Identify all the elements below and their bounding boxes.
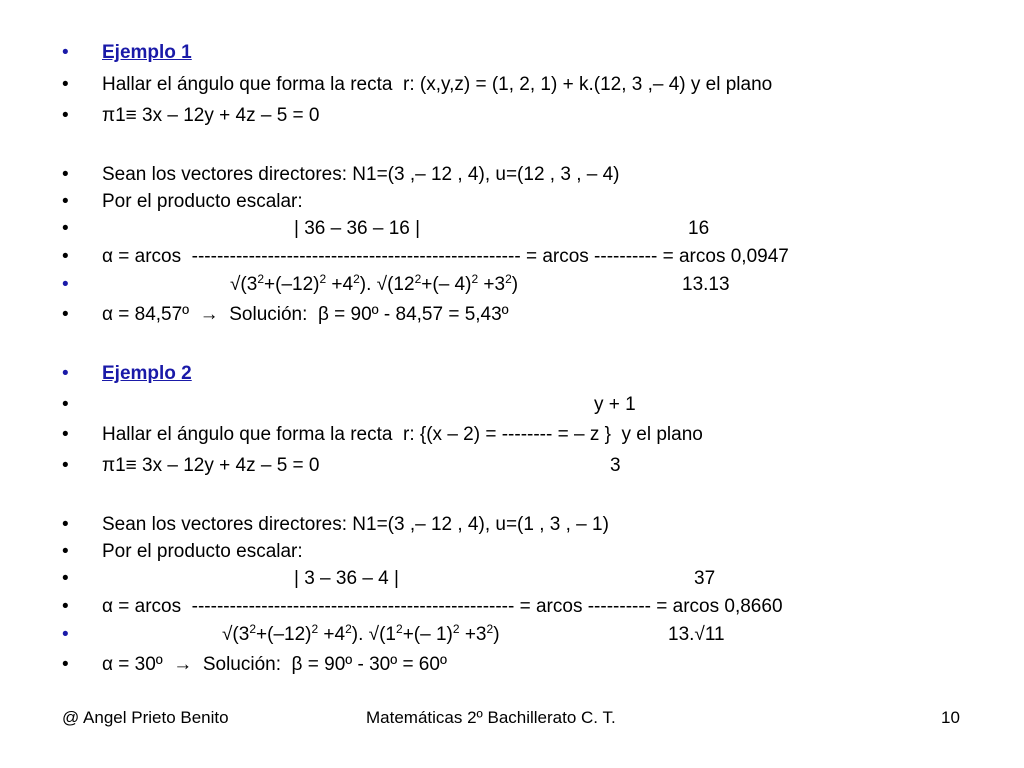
example1-alpha-line: [0, 243, 1024, 271]
example2-solution-line: [0, 651, 1024, 679]
footer-page-number: 10: [941, 708, 960, 727]
example2-vectors: Sean los vectores directores: N1=(3 ,– 12 , 4), u=(1 , 3 , – 1): [102, 514, 609, 535]
bullet: •: [62, 455, 69, 476]
example1-scalar-label: Por el producto escalar:: [102, 191, 303, 212]
example1-solution: α = 84,57º → Solución: β = 90º - 84,57 = 5,43º: [102, 304, 509, 325]
example1-vectors-line: [0, 161, 1024, 189]
example2-heading-line: [0, 360, 1024, 388]
example2-plane-line: [0, 452, 1024, 480]
bullet: •: [62, 191, 69, 212]
example2-denominator: $√(3^2+(-12)^2 +4^2)$. $√(1^2+(-$ $1)^2 +3^2$): [222, 622, 500, 645]
example1-numerator-value: 16: [688, 218, 710, 239]
bullet: •: [62, 164, 69, 185]
example1-statement-line: [0, 71, 1024, 99]
example2-solution: α = 30º → Solución: β = 90º - 30º = 60º: [102, 654, 447, 675]
example1-denominator-line: [0, 271, 1024, 299]
example2-statement: Hallar el ángulo que forma la recta r: {(x – 2) = -------- = – z } y el plano: [102, 424, 703, 445]
example1-heading: Ejemplo 1: [102, 42, 192, 63]
bullet: •: [62, 514, 69, 535]
example1-plane-line: [0, 102, 1024, 130]
bullet: •: [62, 74, 69, 95]
bullet: •: [62, 246, 69, 267]
example2-fraction-numerator-line: [0, 391, 1024, 419]
example1-numerator: | 36 – 36 – 16 |: [294, 218, 421, 239]
bullet: •: [62, 424, 69, 445]
example1-solution-line: [0, 301, 1024, 329]
example2-alpha-line: [0, 593, 1024, 621]
example2-fraction-numerator: y + 1: [594, 394, 636, 415]
bullet: •: [62, 105, 69, 126]
example2-plane: π1≡ 3x – 12y + 4z – 5 = 0: [102, 455, 320, 476]
example2-denominator-line: [0, 621, 1024, 649]
example2-vectors-line: [0, 511, 1024, 539]
bullet: •: [62, 394, 69, 415]
example1-numerator-line: [0, 215, 1024, 243]
bullet: •: [62, 596, 69, 617]
bullet: •: [62, 541, 69, 562]
example2-scalar-line: [0, 538, 1024, 566]
bullet: •: [62, 568, 69, 589]
example2-heading: Ejemplo 2: [102, 363, 192, 384]
bullet: •: [62, 304, 69, 325]
example1-heading-line: [0, 39, 1024, 67]
bullet: •: [62, 274, 69, 295]
footer-author: @ Angel Prieto Benito: [62, 708, 229, 727]
bullet: •: [62, 624, 69, 645]
example2-statement-line: [0, 421, 1024, 449]
example2-alpha-formula: α = arcos --------------------------------------------------- = arcos ---------- = arcos 0,8660: [102, 596, 783, 617]
example2-denominator-value: 13.√11: [668, 624, 725, 645]
footer-course: Matemáticas 2º Bachillerato C. T.: [366, 708, 616, 727]
bullet: •: [62, 42, 69, 63]
example1-statement: Hallar el ángulo que forma la recta r: (x,y,z) = (1, 2, 1) + k.(12, 3 ,– 4) y el plano: [102, 74, 773, 95]
example2-numerator: | 3 – 36 – 4 |: [294, 568, 399, 589]
bullet: •: [62, 363, 69, 384]
example1-denominator: $√(3^2+(-12)^2 +4^2)$. $√(12^2+(-$ $4)^2 +3^2$): [230, 272, 519, 295]
example1-scalar-line: [0, 188, 1024, 216]
bullet: •: [62, 654, 69, 675]
example1-vectors: Sean los vectores directores: N1=(3 ,– 12 , 4), u=(12 , 3 , – 4): [102, 164, 620, 185]
example2-numerator-line: [0, 565, 1024, 593]
bullet: •: [62, 218, 69, 239]
example1-plane: π1≡ 3x – 12y + 4z – 5 = 0: [102, 105, 320, 126]
example1-alpha-formula: α = arcos ---------------------------------------------------- = arcos ---------- = arcos 0,0947: [102, 246, 789, 267]
example2-fraction-denominator: 3: [610, 455, 621, 476]
example1-denominator-value: 13.13: [682, 274, 730, 295]
example2-scalar-label: Por el producto escalar:: [102, 541, 303, 562]
example2-numerator-value: 37: [694, 568, 716, 589]
